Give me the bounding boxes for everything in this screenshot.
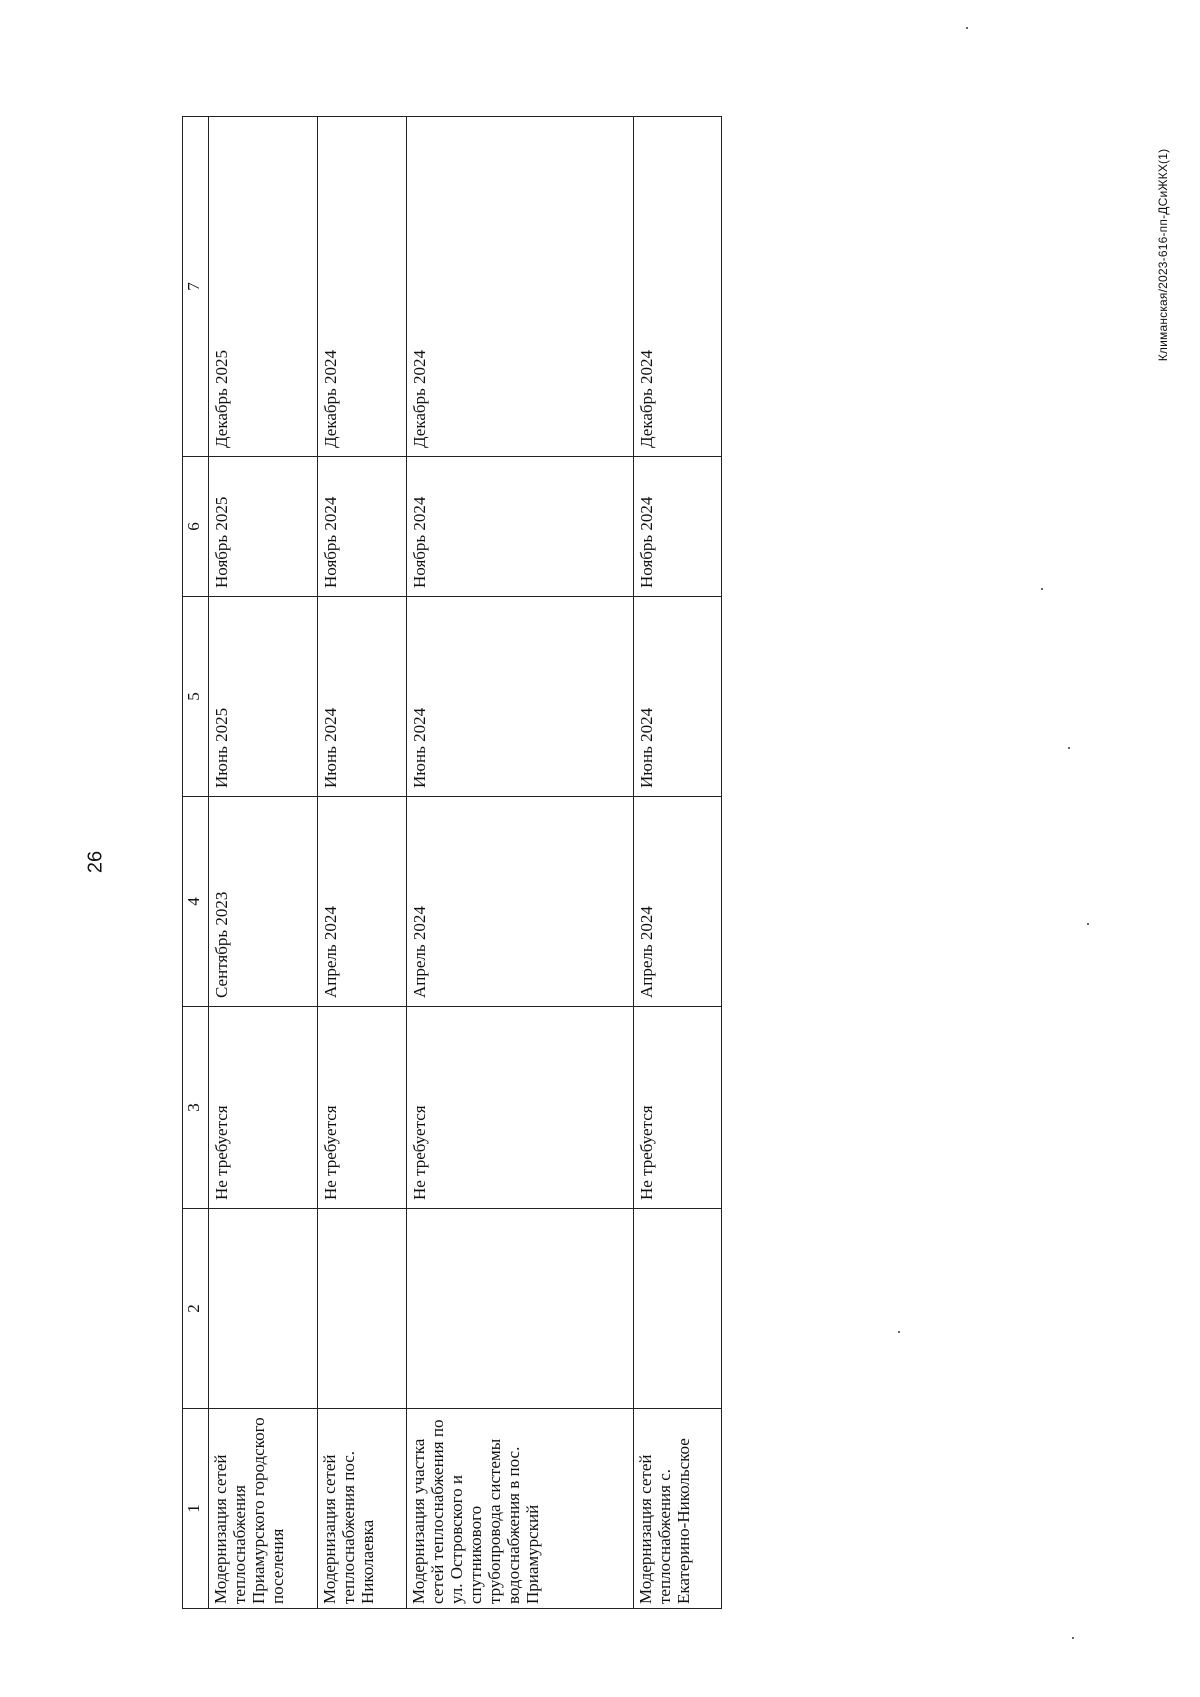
document-reference: Климанская/2023-616-пп-ДСиЖКХ(1) <box>1156 148 1170 362</box>
table-cell: Декабрь 2025 <box>208 117 317 457</box>
column-header: 2 <box>183 1209 209 1409</box>
measure-name-cell: Модернизация сетей теплоснабжения пос. Николаевка <box>317 1409 406 1609</box>
table-cell: Июнь 2025 <box>208 597 317 797</box>
column-header: 6 <box>183 457 209 597</box>
table-cell: Ноябрь 2025 <box>208 457 317 597</box>
table-cell: Сентябрь 2023 <box>208 797 317 1007</box>
table-header-row <box>183 117 209 1609</box>
table-cell: Июнь 2024 <box>407 597 633 797</box>
table-cell: Июнь 2024 <box>633 597 721 797</box>
page-number: 26 <box>84 850 107 874</box>
scan-speck <box>1087 923 1089 925</box>
measure-name-cell: Модернизация сетей теплоснабжения Приамурского городского поселения <box>208 1409 317 1609</box>
table-cell: Декабрь 2024 <box>317 117 406 457</box>
table-cell: Декабрь 2024 <box>407 117 633 457</box>
schedule-table <box>182 116 722 1609</box>
table-row <box>633 117 721 1609</box>
table-cell <box>407 1209 633 1409</box>
scan-speck <box>1068 747 1070 749</box>
table-cell: Не требуется <box>208 1007 317 1209</box>
scan-speck <box>898 1331 900 1333</box>
table-cell <box>317 1209 406 1409</box>
scan-speck <box>1072 1637 1074 1639</box>
schedule-table-container <box>182 117 722 1609</box>
column-header: 1 <box>183 1409 209 1609</box>
table-cell: Не требуется <box>317 1007 406 1209</box>
table-cell: Ноябрь 2024 <box>407 457 633 597</box>
scan-speck <box>1041 588 1043 590</box>
table-cell: Апрель 2024 <box>633 797 721 1007</box>
table-cell: Ноябрь 2024 <box>633 457 721 597</box>
scan-speck <box>966 27 968 29</box>
column-header: 3 <box>183 1007 209 1209</box>
table-cell: Декабрь 2024 <box>633 117 721 457</box>
table-cell <box>208 1209 317 1409</box>
table-cell: Не требуется <box>407 1007 633 1209</box>
measure-name-cell: Модернизация участка сетей теплоснабжения по ул. Островского и спутникового трубопровода системы водоснабжения в пос. Приамурский <box>407 1409 633 1609</box>
table-cell: Ноябрь 2024 <box>317 457 406 597</box>
table-cell: Июнь 2024 <box>317 597 406 797</box>
table-row <box>208 117 317 1609</box>
table-cell: Апрель 2024 <box>317 797 406 1007</box>
table-row <box>317 117 406 1609</box>
table-row <box>407 117 633 1609</box>
measure-name-cell: Модернизация сетей теплоснабжения с. Екатерино-Никольское <box>633 1409 721 1609</box>
column-header: 4 <box>183 797 209 1007</box>
column-header: 5 <box>183 597 209 797</box>
table-cell: Не требуется <box>633 1007 721 1209</box>
table-cell: Апрель 2024 <box>407 797 633 1007</box>
table-cell <box>633 1209 721 1409</box>
column-header: 7 <box>183 117 209 457</box>
